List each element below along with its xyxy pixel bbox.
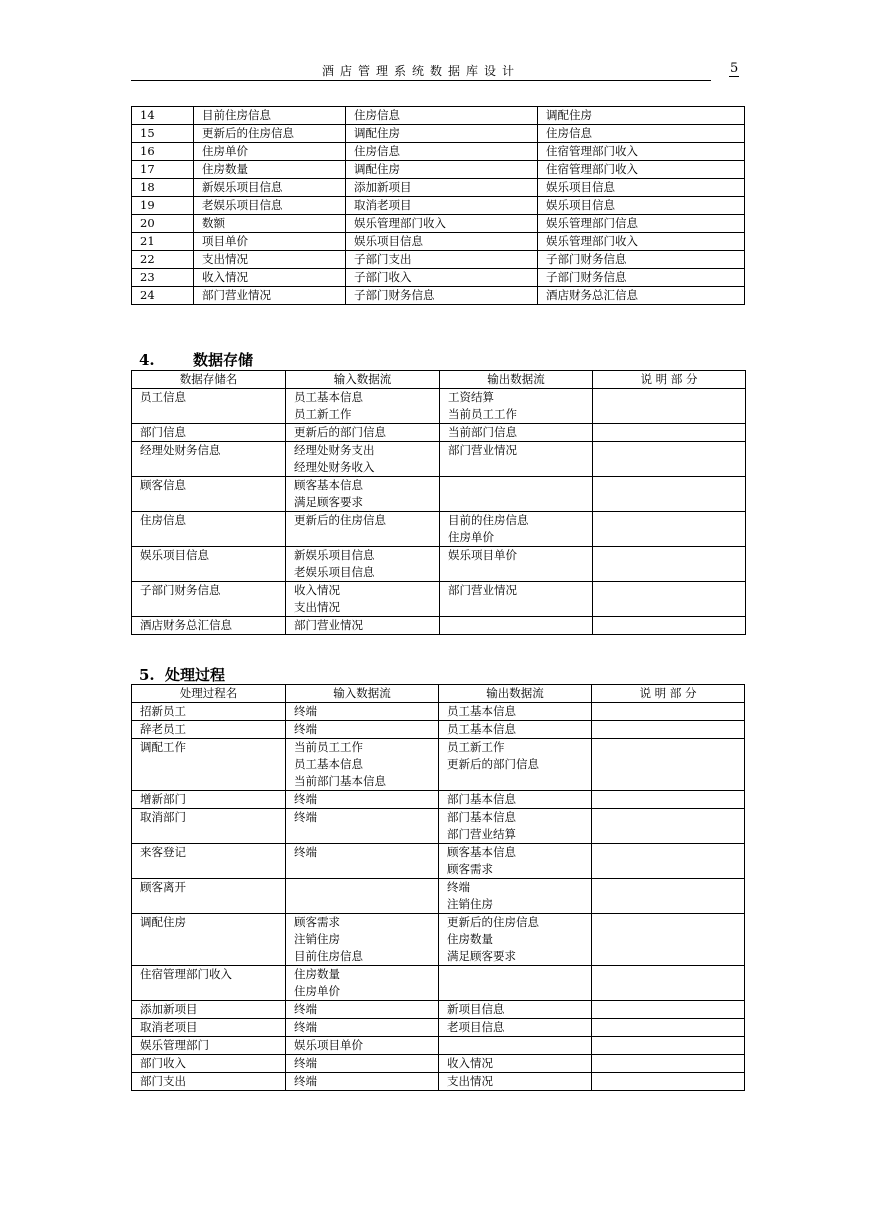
table-row: [132, 442, 746, 477]
process-note-cell: [592, 1073, 745, 1091]
store-name: 部门信息: [140, 425, 186, 439]
process-input-item: 当前部门基本信息: [294, 774, 386, 788]
process-input-item: 终端: [294, 810, 317, 824]
store-input-item: 员工新工作: [294, 407, 352, 421]
process-name-cell: [132, 914, 286, 966]
process-name-cell: [132, 739, 286, 791]
process-name-cell: [132, 1055, 286, 1073]
store-output-item: 工资结算: [448, 390, 494, 404]
flow-source-cell: 娱乐项目信息: [346, 233, 538, 251]
table-row: [132, 844, 745, 879]
table-row: [132, 125, 745, 143]
flow-target-cell: 调配住房: [538, 107, 745, 125]
process-outputs-cell: [439, 703, 592, 721]
process-name-cell: [132, 703, 286, 721]
process-inputs-cell: [286, 791, 439, 809]
flow-number-cell: 19: [132, 197, 194, 215]
process-input-item: 终端: [294, 845, 317, 859]
process-outputs-cell: [439, 879, 592, 914]
store-outputs-cell: [440, 477, 593, 512]
process-name: 部门收入: [140, 1056, 186, 1070]
flow-number-cell: 17: [132, 161, 194, 179]
flow-target-cell: 酒店财务总汇信息: [538, 287, 745, 305]
table-row: [132, 512, 746, 547]
section-5-title: [139, 664, 225, 685]
table-row: [132, 107, 745, 125]
process-output-item: 收入情况: [447, 1056, 493, 1070]
process-outputs-cell: [439, 1019, 592, 1037]
store-input-item: 收入情况: [294, 583, 340, 597]
process-inputs-cell: [286, 1073, 439, 1091]
store-header-name: 数据存储名: [132, 371, 286, 389]
process-header-output: 输出数据流: [439, 685, 592, 703]
store-name: 子部门财务信息: [140, 583, 221, 597]
process-outputs-cell: [439, 1037, 592, 1055]
process-outputs-cell: [439, 914, 592, 966]
store-name-cell: [132, 389, 286, 424]
store-name: 住房信息: [140, 513, 186, 527]
flow-target-cell: 娱乐项目信息: [538, 179, 745, 197]
table-row: [132, 179, 745, 197]
store-inputs-cell: [286, 442, 440, 477]
table-row: [132, 424, 746, 442]
flow-number-cell: 14: [132, 107, 194, 125]
store-outputs-cell: [440, 617, 593, 635]
data-store-table: [131, 370, 746, 635]
flow-name-cell: 收入情况: [194, 269, 346, 287]
process-name: 取消老项目: [140, 1020, 198, 1034]
process-name-cell: [132, 966, 286, 1001]
flow-number-cell: 15: [132, 125, 194, 143]
process-input-item: 当前员工工作: [294, 740, 363, 754]
process-output-item: 员工基本信息: [447, 722, 516, 736]
store-output-item: 当前员工工作: [448, 407, 517, 421]
store-note-cell: [593, 389, 746, 424]
flow-name-cell: 新娱乐项目信息: [194, 179, 346, 197]
flow-source-cell: 娱乐管理部门收入: [346, 215, 538, 233]
table-row: [132, 477, 746, 512]
process-name-cell: [132, 1073, 286, 1091]
store-name: 经理处财务信息: [140, 443, 221, 457]
process-output-item: 老项目信息: [447, 1020, 505, 1034]
flow-target-cell: 娱乐管理部门收入: [538, 233, 745, 251]
process-note-cell: [592, 879, 745, 914]
process-header-name: 处理过程名: [132, 685, 286, 703]
store-input-item: 老娱乐项目信息: [294, 565, 375, 579]
process-output-item: 满足顾客要求: [447, 949, 516, 963]
store-name: 娱乐项目信息: [140, 548, 209, 562]
store-output-item: 目前的住房信息: [448, 513, 529, 527]
flow-number-cell: 16: [132, 143, 194, 161]
store-input-item: 顾客基本信息: [294, 478, 363, 492]
process-name-cell: [132, 1019, 286, 1037]
process-inputs-cell: [286, 1019, 439, 1037]
flow-name-cell: 更新后的住房信息: [194, 125, 346, 143]
process-input-item: 住房数量: [294, 967, 340, 981]
process-name: 顾客离开: [140, 880, 186, 894]
process-outputs-cell: [439, 1073, 592, 1091]
process-name-cell: [132, 844, 286, 879]
process-inputs-cell: [286, 966, 439, 1001]
process-name: 取消部门: [140, 810, 186, 824]
table-row: [132, 233, 745, 251]
flow-source-cell: 子部门收入: [346, 269, 538, 287]
flow-target-cell: 娱乐项目信息: [538, 197, 745, 215]
flow-source-cell: 调配住房: [346, 125, 538, 143]
process-note-cell: [592, 703, 745, 721]
store-outputs-cell: [440, 512, 593, 547]
store-input-item: 新娱乐项目信息: [294, 548, 375, 562]
process-header-input: 输入数据流: [286, 685, 439, 703]
process-output-item: 新项目信息: [447, 1002, 505, 1016]
process-name: 娱乐管理部门: [140, 1038, 209, 1052]
process-input-item: 娱乐项目单价: [294, 1038, 363, 1052]
store-name-cell: [132, 512, 286, 547]
store-note-cell: [593, 617, 746, 635]
process-input-item: 终端: [294, 1020, 317, 1034]
process-inputs-cell: [286, 1055, 439, 1073]
store-output-item: 部门营业情况: [448, 443, 517, 457]
table-row: [132, 389, 746, 424]
section-4-number: 4.: [139, 351, 155, 369]
process-note-cell: [592, 1001, 745, 1019]
store-inputs-cell: [286, 617, 440, 635]
process-input-item: 终端: [294, 704, 317, 718]
process-output-item: 更新后的住房信息: [447, 915, 539, 929]
process-name-cell: [132, 1037, 286, 1055]
table-row: [132, 1001, 745, 1019]
table-row: [132, 143, 745, 161]
table-row: [132, 721, 745, 739]
store-name-cell: [132, 477, 286, 512]
table-row: [132, 703, 745, 721]
process-name-cell: [132, 809, 286, 844]
flow-source-cell: 住房信息: [346, 143, 538, 161]
store-inputs-cell: [286, 389, 440, 424]
flow-target-cell: 子部门财务信息: [538, 251, 745, 269]
table-row: [132, 582, 746, 617]
store-outputs-cell: [440, 424, 593, 442]
process-output-item: 顾客需求: [447, 862, 493, 876]
data-flow-table: [131, 106, 745, 305]
process-name: 部门支出: [140, 1074, 186, 1088]
flow-number-cell: 22: [132, 251, 194, 269]
store-outputs-cell: [440, 547, 593, 582]
process-inputs-cell: [286, 1037, 439, 1055]
flow-name-cell: 部门营业情况: [194, 287, 346, 305]
process-note-cell: [592, 809, 745, 844]
process-input-item: 终端: [294, 792, 317, 806]
store-name: 顾客信息: [140, 478, 186, 492]
flow-number-cell: 23: [132, 269, 194, 287]
process-inputs-cell: [286, 703, 439, 721]
process-output-item: 部门营业结算: [447, 827, 516, 841]
process-inputs-cell: [286, 809, 439, 844]
page-number: 5: [730, 61, 739, 76]
table-row: [132, 1073, 745, 1091]
store-inputs-cell: [286, 582, 440, 617]
process-name-cell: [132, 879, 286, 914]
process-name: 调配工作: [140, 740, 186, 754]
store-input-item: 员工基本信息: [294, 390, 363, 404]
process-name: 辞老员工: [140, 722, 186, 736]
table-row: [132, 809, 745, 844]
flow-source-cell: 调配住房: [346, 161, 538, 179]
process-output-item: 员工基本信息: [447, 704, 516, 718]
table-row: [132, 914, 745, 966]
store-input-item: 部门营业情况: [294, 618, 363, 632]
store-name-cell: [132, 547, 286, 582]
process-input-item: 终端: [294, 1074, 317, 1088]
section-4-heading: 数据存储: [193, 351, 254, 369]
store-name-cell: [132, 424, 286, 442]
table-row: [132, 287, 745, 305]
flow-source-cell: 添加新项目: [346, 179, 538, 197]
header-rule: [131, 80, 711, 81]
process-name: 招新员工: [140, 704, 186, 718]
store-name: 酒店财务总汇信息: [140, 618, 232, 632]
table-row: [132, 1037, 745, 1055]
process-name-cell: [132, 791, 286, 809]
table-row: [132, 269, 745, 287]
process-header-note: 说 明 部 分: [592, 685, 745, 703]
flow-name-cell: 老娱乐项目信息: [194, 197, 346, 215]
flow-name-cell: 支出情况: [194, 251, 346, 269]
process-inputs-cell: [286, 739, 439, 791]
store-note-cell: [593, 547, 746, 582]
process-output-item: 部门基本信息: [447, 792, 516, 806]
process-name-cell: [132, 1001, 286, 1019]
store-note-cell: [593, 512, 746, 547]
process-outputs-cell: [439, 739, 592, 791]
process-name-cell: [132, 721, 286, 739]
flow-source-cell: 住房信息: [346, 107, 538, 125]
process-output-item: 更新后的部门信息: [447, 757, 539, 771]
flow-name-cell: 目前住房信息: [194, 107, 346, 125]
process-output-item: 支出情况: [447, 1074, 493, 1088]
process-input-item: 顾客需求: [294, 915, 340, 929]
process-name: 增新部门: [140, 792, 186, 806]
process-outputs-cell: [439, 966, 592, 1001]
table-row: [132, 739, 745, 791]
store-note-cell: [593, 477, 746, 512]
table-row: [132, 1055, 745, 1073]
flow-number-cell: 20: [132, 215, 194, 233]
table-row: [132, 197, 745, 215]
table-row: [132, 251, 745, 269]
process-note-cell: [592, 721, 745, 739]
process-input-item: 终端: [294, 1056, 317, 1070]
process-name: 添加新项目: [140, 1002, 198, 1016]
store-name-cell: [132, 442, 286, 477]
process-input-item: 终端: [294, 722, 317, 736]
process-note-cell: [592, 914, 745, 966]
process-output-item: 顾客基本信息: [447, 845, 516, 859]
table-row: [132, 966, 745, 1001]
store-output-item: 当前部门信息: [448, 425, 517, 439]
store-note-cell: [593, 442, 746, 477]
store-outputs-cell: [440, 442, 593, 477]
store-inputs-cell: [286, 512, 440, 547]
table-row: [132, 1019, 745, 1037]
table-row: [132, 161, 745, 179]
store-output-item: 娱乐项目单价: [448, 548, 517, 562]
table-row: [132, 791, 745, 809]
flow-target-cell: 住宿管理部门收入: [538, 161, 745, 179]
store-header-input: 输入数据流: [286, 371, 440, 389]
flow-target-cell: 住房信息: [538, 125, 745, 143]
process-outputs-cell: [439, 1001, 592, 1019]
process-inputs-cell: [286, 844, 439, 879]
store-input-item: 支出情况: [294, 600, 340, 614]
flow-source-cell: 子部门财务信息: [346, 287, 538, 305]
flow-source-cell: 取消老项目: [346, 197, 538, 215]
table-row: [132, 879, 745, 914]
process-note-cell: [592, 1055, 745, 1073]
store-note-cell: [593, 582, 746, 617]
store-input-item: 经理处财务收入: [294, 460, 375, 474]
store-input-item: 满足顾客要求: [294, 495, 363, 509]
store-outputs-cell: [440, 582, 593, 617]
store-input-item: 更新后的部门信息: [294, 425, 386, 439]
process-output-item: 住房数量: [447, 932, 493, 946]
flow-number-cell: 24: [132, 287, 194, 305]
process-inputs-cell: [286, 914, 439, 966]
store-input-item: 更新后的住房信息: [294, 513, 386, 527]
document-title: 酒店管理系统数据库设计: [321, 64, 520, 78]
flow-number-cell: 18: [132, 179, 194, 197]
flow-name-cell: 项目单价: [194, 233, 346, 251]
store-inputs-cell: [286, 547, 440, 582]
store-input-item: 经理处财务支出: [294, 443, 375, 457]
process-name: 来客登记: [140, 845, 186, 859]
process-note-cell: [592, 791, 745, 809]
processing-table: [131, 684, 745, 1091]
table-row: [132, 617, 746, 635]
process-outputs-cell: [439, 809, 592, 844]
process-input-item: 员工基本信息: [294, 757, 363, 771]
process-input-item: 注销住房: [294, 932, 340, 946]
process-inputs-cell: [286, 721, 439, 739]
page-header: [131, 58, 743, 82]
store-name: 员工信息: [140, 390, 186, 404]
store-outputs-cell: [440, 389, 593, 424]
table-row: [132, 215, 745, 233]
process-output-item: 员工新工作: [447, 740, 505, 754]
process-output-item: 终端: [447, 880, 470, 894]
process-input-item: 住房单价: [294, 984, 340, 998]
process-note-cell: [592, 1037, 745, 1055]
store-name-cell: [132, 617, 286, 635]
store-inputs-cell: [286, 424, 440, 442]
process-inputs-cell: [286, 879, 439, 914]
store-header-output: 输出数据流: [440, 371, 593, 389]
store-note-cell: [593, 424, 746, 442]
process-inputs-cell: [286, 1001, 439, 1019]
process-outputs-cell: [439, 844, 592, 879]
flow-target-cell: 住宿管理部门收入: [538, 143, 745, 161]
process-note-cell: [592, 739, 745, 791]
process-note-cell: [592, 1019, 745, 1037]
process-note-cell: [592, 844, 745, 879]
store-output-item: 部门营业情况: [448, 583, 517, 597]
process-input-item: 目前住房信息: [294, 949, 363, 963]
store-output-item: 住房单价: [448, 530, 494, 544]
flow-name-cell: 住房数量: [194, 161, 346, 179]
store-header-note: 说 明 部 分: [593, 371, 746, 389]
process-output-item: 部门基本信息: [447, 810, 516, 824]
process-outputs-cell: [439, 1055, 592, 1073]
flow-target-cell: 子部门财务信息: [538, 269, 745, 287]
flow-number-cell: 21: [132, 233, 194, 251]
store-inputs-cell: [286, 477, 440, 512]
flow-source-cell: 子部门支出: [346, 251, 538, 269]
process-name: 调配住房: [140, 915, 186, 929]
process-note-cell: [592, 966, 745, 1001]
flow-target-cell: 娱乐管理部门信息: [538, 215, 745, 233]
section-4-title: [139, 349, 253, 370]
section-5-heading: 处理过程: [165, 666, 226, 684]
process-output-item: 注销住房: [447, 897, 493, 911]
section-5-number: 5.: [139, 666, 155, 684]
process-input-item: 终端: [294, 1002, 317, 1016]
flow-name-cell: 数额: [194, 215, 346, 233]
store-name-cell: [132, 582, 286, 617]
flow-name-cell: 住房单价: [194, 143, 346, 161]
process-outputs-cell: [439, 791, 592, 809]
process-name: 住宿管理部门收入: [140, 967, 232, 981]
table-row: [132, 547, 746, 582]
process-outputs-cell: [439, 721, 592, 739]
